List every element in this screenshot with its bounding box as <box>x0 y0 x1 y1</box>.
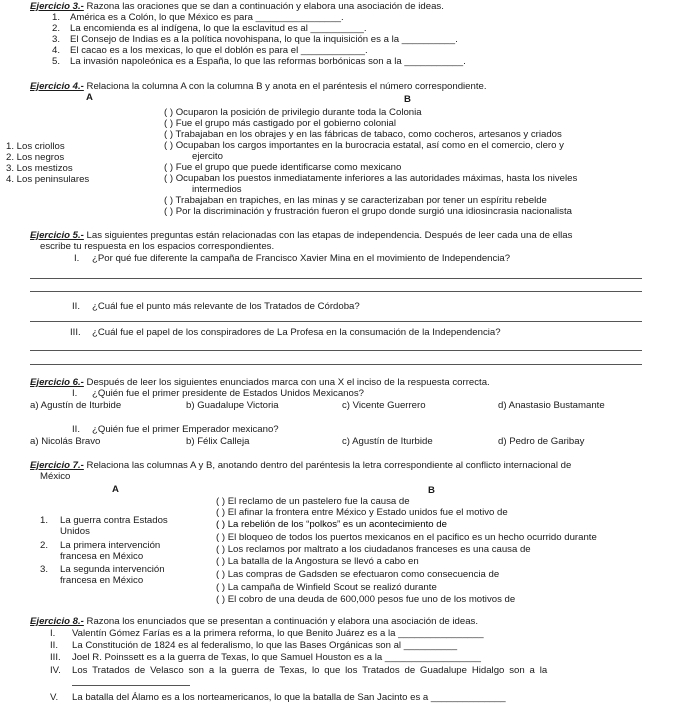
ej5-answer-line[interactable] <box>30 321 642 322</box>
ej7-col-a-3-cont: francesa en México <box>60 575 144 586</box>
ej7-col-a-header: A <box>112 484 119 495</box>
ej8-num-4: IV. <box>50 665 61 676</box>
ej6-q2-option-a[interactable]: a) Nicolás Bravo <box>30 436 101 447</box>
ej4-heading <box>30 82 487 93</box>
ej8-num-2: II. <box>50 640 58 651</box>
ej5-answer-line[interactable] <box>30 291 642 292</box>
ej6-q1-option-c[interactable]: c) Vicente Guerrero <box>342 400 426 411</box>
ej4-col-b-2: ( ) Fue el grupo más castigado por el gobierno colonial <box>164 118 396 129</box>
ej3-item-5: La invasión napoleónica es a España, lo que las reformas borbónicas son a la ___________. <box>70 56 466 67</box>
ej3-num-1: 1. <box>52 12 61 23</box>
ej6-q2-option-d[interactable]: d) Pedro de Garibay <box>498 436 585 447</box>
ej3-title: Ejercicio 3.- <box>30 1 84 12</box>
ej4-col-b-5: ( ) Fue el grupo que puede identificarse como mexicano <box>164 162 402 173</box>
ej7-col-b-7: ( ) Las compras de Gadsden se efectuaron como consecuencia de <box>216 569 500 580</box>
ej3-intro: Razona las oraciones que se dan a continuación y elabora una asociación de ideas. <box>83 1 444 12</box>
ej8-title: Ejercicio 8.- <box>30 616 84 627</box>
ej8-item-3: Joel R. Poinssett es a la guerra de Texas, lo que Samuel Houston es a la __________________ <box>72 652 481 663</box>
ej7-heading <box>30 461 571 472</box>
ej7-col-a-2-num: 2. <box>40 540 49 551</box>
ej7-col-a-1: La guerra contra Estados <box>60 515 168 526</box>
ej3-item-3: El Consejo de Indias es a la política novohispana, lo que la inquisición es a la __________. <box>70 34 458 45</box>
ej5-title: Ejercicio 5.- <box>30 230 84 241</box>
ej6-q1-num: I. <box>72 388 78 399</box>
ej5-answer-line[interactable] <box>30 364 642 365</box>
ej7-col-b-header: B <box>428 485 435 496</box>
ej4-col-b-4-cont: ejercito <box>192 151 223 162</box>
ej6-q1: ¿Quién fue el primer presidente de Estados Unidos Mexicanos? <box>92 388 364 399</box>
ej4-col-b-6-cont: intermedios <box>192 184 242 195</box>
ej4-col-b-1: ( ) Ocuparon la posición de privilegio durante toda la Colonia <box>164 107 422 118</box>
ej8-item-5: La batalla del Álamo es a los norteamericanos, lo que la batalla de San Jacinto es a ______________ <box>72 692 506 703</box>
ej3-item-2: La encomienda es al indígena, lo que la esclavitud es al __________. <box>70 23 367 34</box>
ej3-num-2: 2. <box>52 23 61 34</box>
ej8-num-1: I. <box>50 628 56 639</box>
ej7-col-b-4: ( ) El bloqueo de todos los puertos mexicanos en el pacifico es un hecho ocurrido durante <box>216 532 597 543</box>
ej3-heading <box>30 2 444 13</box>
ej4-col-a-header: A <box>86 92 93 103</box>
ej3-item-1: América es a Colón, lo que México es para ________________. <box>70 12 344 23</box>
ej3-item-4: El cacao es a los mexicas, lo que el doblón es para el ____________. <box>70 45 368 56</box>
ej4-col-b-7: ( ) Trabajaban en trapiches, en las minas y se caracterizaban por tener un espíritu rebelde <box>164 195 547 206</box>
ej8-item-1: Valentín Gómez Farías es a la primera reforma, lo que Benito Juárez es a la ________________ <box>72 628 484 639</box>
ej4-col-a-1: 1. Los criollos <box>6 141 65 152</box>
ej4-col-a-2: 2. Los negros <box>6 152 65 163</box>
ej8-item-4: Los Tratados de Velasco son a la guerra de Texas, lo que los Tratados de Guadalupe Hidalgo son a la <box>72 665 548 676</box>
ej7-intro-cont: México <box>40 471 71 482</box>
ej8-num-5: V. <box>50 692 59 703</box>
ej7-col-a-3: La segunda intervención <box>60 564 165 575</box>
ej6-q1-option-a[interactable]: a) Agustín de Iturbide <box>30 400 122 411</box>
ej5-intro-cont: escribe tu respuesta en los espacios correspondientes. <box>40 241 275 252</box>
ej4-col-b-3: ( ) Trabajaban en los obrajes y en las fábricas de tabaco, como cocheros, artesanos y criados <box>164 129 562 140</box>
ej5-q2: ¿Cuál fue el punto más relevante de los Tratados de Córdoba? <box>92 301 360 312</box>
ej3-num-5: 5. <box>52 56 61 67</box>
ej8-item-4-blank[interactable] <box>72 685 190 686</box>
ej6-q2: ¿Quién fue el primer Emperador mexicano? <box>92 424 279 435</box>
ej7-col-a-1-cont: Unidos <box>60 526 90 537</box>
ej4-col-b-6: ( ) Ocupaban los puestos inmediatamente inferiores a las autoridades máximas, hasta los niveles <box>164 173 578 184</box>
ej4-intro: Relaciona la columna A con la columna B y anota en el paréntesis el número correspondiente. <box>83 81 487 92</box>
ej8-intro: Razona los enunciados que se presentan a continuación y elabora una asociación de ideas. <box>83 616 479 627</box>
ej7-col-a-2-cont: francesa en México <box>60 551 144 562</box>
ej5-q3-num: III. <box>70 327 81 338</box>
ej6-heading <box>30 378 490 389</box>
ej4-title: Ejercicio 4.- <box>30 81 84 92</box>
ej8-item-2: La Constitución de 1824 es al federalismo, lo que las Bases Orgánicas son al __________ <box>72 640 458 651</box>
ej4-col-a-4: 4. Los peninsulares <box>6 174 90 185</box>
ej8-heading <box>30 617 478 628</box>
ej5-answer-line[interactable] <box>30 350 642 351</box>
ej4-col-b-8: ( ) Por la discriminación y frustración fueron el grupo donde surgió una idiosincrasia nacionalista <box>164 206 572 217</box>
ej5-q2-num: II. <box>72 301 80 312</box>
ej6-q2-option-c[interactable]: c) Agustín de Iturbide <box>342 436 433 447</box>
ej7-col-b-8: ( ) La campaña de Winfield Scout se realizó durante <box>216 582 437 593</box>
ej4-col-a-3: 3. Los mestizos <box>6 163 73 174</box>
ej7-col-b-6: ( ) La batalla de la Angostura se llevó a cabo en <box>216 556 419 567</box>
ej7-intro: Relaciona las columnas A y B, anotando dentro del paréntesis la letra correspondiente al conflicto internacional de <box>83 460 572 471</box>
ej5-q1: ¿Por qué fue diferente la campaña de Francisco Xavier Mina en el movimiento de Independencia? <box>92 253 511 264</box>
ej7-col-b-1: ( ) El reclamo de un pastelero fue la causa de <box>216 496 410 507</box>
ej6-intro: Después de leer los siguientes enunciados marca con una X el inciso de la respuesta correcta. <box>83 377 490 388</box>
ej6-q2-num: II. <box>72 424 80 435</box>
ej6-q1-option-d[interactable]: d) Anastasio Bustamante <box>498 400 605 411</box>
ej7-col-b-9: ( ) El cobro de una deuda de 600,000 pesos fue uno de los motivos de <box>216 594 516 605</box>
ej5-heading <box>30 231 572 242</box>
ej3-num-3: 3. <box>52 34 61 45</box>
ej6-q2-option-b[interactable]: b) Félix Calleja <box>186 436 250 447</box>
ej7-title: Ejercicio 7.- <box>30 460 84 471</box>
ej5-intro: Las siguientes preguntas están relacionadas con las etapas de independencia. Después de leer cada una de ellas <box>83 230 573 241</box>
ej4-col-b-4: ( ) Ocupaban los cargos importantes en la burocracia estatal, así como en el comercio, clero y <box>164 140 564 151</box>
ej6-q1-option-b[interactable]: b) Guadalupe Victoria <box>186 400 279 411</box>
ej7-col-b-3: ( ) La rebelión de los “polkos” es un acontecimiento de <box>216 519 447 530</box>
ej4-col-b-header: B <box>404 94 411 105</box>
ej7-col-a-1-num: 1. <box>40 515 49 526</box>
ej7-col-a-3-num: 3. <box>40 564 49 575</box>
ej7-col-b-2: ( ) El afinar la frontera entre México y Estado unidos fue el motivo de <box>216 507 508 518</box>
ej7-col-b-5: ( ) Los reclamos por maltrato a los ciudadanos franceses es una causa de <box>216 544 531 555</box>
ej3-num-4: 4. <box>52 45 61 56</box>
ej7-col-a-2: La primera intervención <box>60 540 161 551</box>
ej5-q3: ¿Cuál fue el papel de los conspiradores de La Profesa en la consumación de la Independencia? <box>92 327 501 338</box>
ej5-q1-num: I. <box>74 253 80 264</box>
ej5-answer-line[interactable] <box>30 278 642 279</box>
ej8-num-3: III. <box>50 652 61 663</box>
ej6-title: Ejercicio 6.- <box>30 377 84 388</box>
